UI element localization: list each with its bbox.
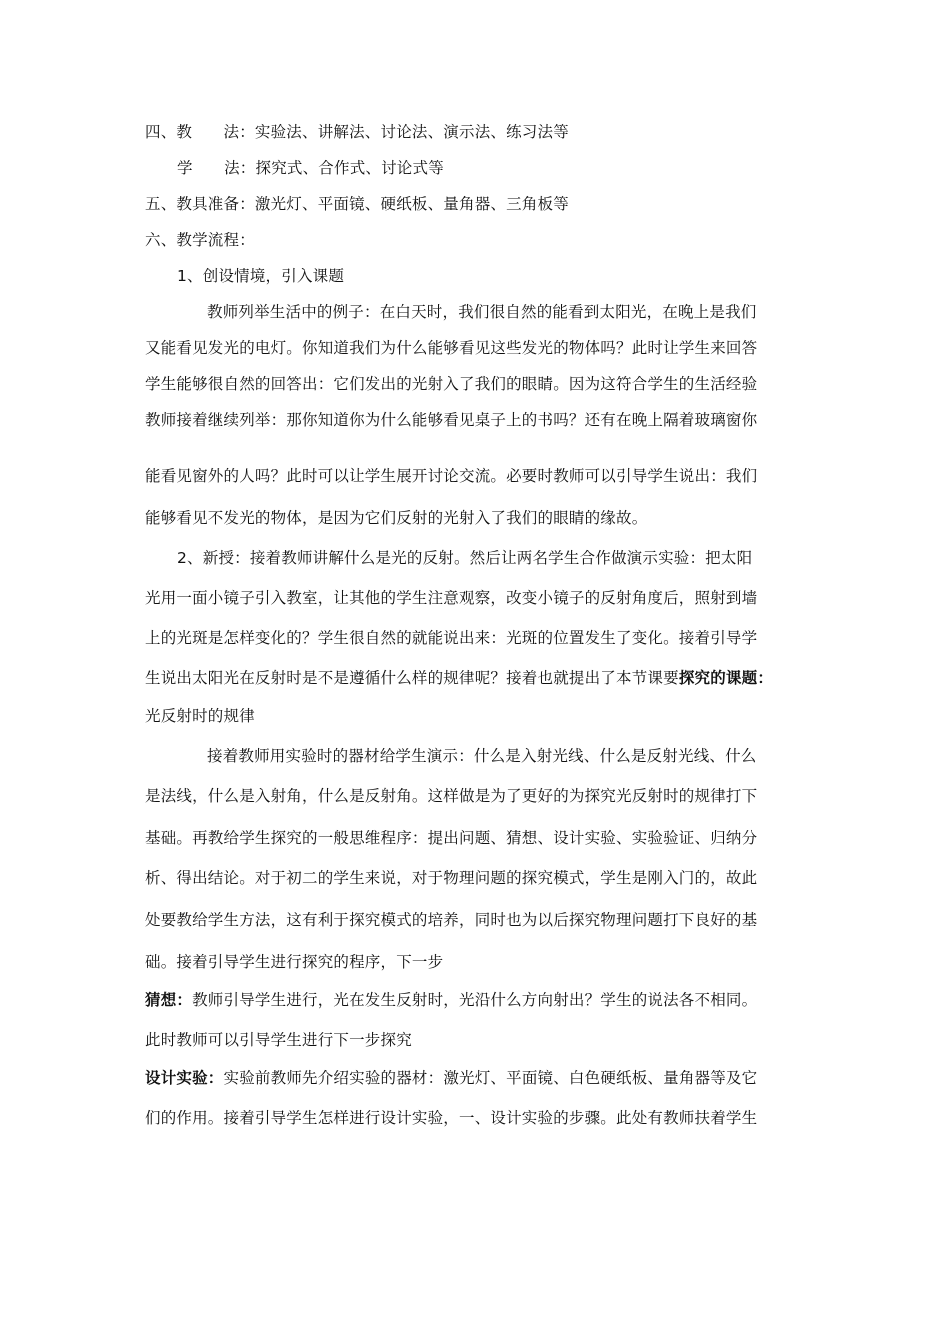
bold-run-design: 设计实验： — [145, 1069, 224, 1087]
text-line: 光反射时的规律 — [145, 707, 255, 725]
text-line: 学 法：探究式、合作式、讨论式等 — [177, 159, 444, 177]
text-line: 五、教具准备：激光灯、平面镜、硬纸板、量角器、三角板等 — [145, 195, 569, 213]
text-line: 基础。再教给学生探究的一般思维程序：提出问题、猜想、设计实验、实验验证、归纳分 — [145, 829, 758, 847]
text-line: 能看见窗外的人吗？此时可以让学生展开讨论交流。必要时教师可以引导学生说出：我们 — [145, 467, 758, 485]
text-line: 四、教 法：实验法、讲解法、讨论法、演示法、练习法等 — [145, 123, 569, 141]
text-line: 教师列举生活中的例子：在白天时，我们很自然的能看到太阳光，在晚上是我们 — [207, 303, 757, 321]
text-line: 又能看见发光的电灯。你知道我们为什么能够看见这些发光的物体吗？此时让学生来回答 — [145, 339, 758, 357]
text-line: 处要教给学生方法，这有利于探究模式的培养，同时也为以后探究物理问题打下良好的基 — [145, 911, 758, 929]
text-line — [145, 990, 810, 1010]
text-line — [145, 668, 810, 688]
text-line: 学生能够很自然的回答出：它们发出的光射入了我们的眼睛。因为这符合学生的生活经验 — [145, 375, 758, 393]
text-line: 上的光斑是怎样变化的？学生很自然的就能说出来：光斑的位置发生了变化。接着引导学 — [145, 629, 758, 647]
text-line: 1、创设情境，引入课题 — [177, 267, 345, 285]
text-line: 们的作用。接着引导学生怎样进行设计实验，一、设计实验的步骤。此处有教师扶着学生 — [145, 1109, 758, 1127]
text-line: 教师接着继续列举：那你知道你为什么能够看见桌子上的书吗？还有在晚上隔着玻璃窗你 — [145, 411, 758, 429]
text-line: 能够看见不发光的物体，是因为它们反射的光射入了我们的眼睛的缘故。 — [145, 509, 648, 527]
text-run: 教师引导学生进行，光在发生反射时，光沿什么方向射出？学生的说法各不相同。 — [192, 991, 758, 1009]
text-run: 实验前教师先介绍实验的器材：激光灯、平面镜、白色硬纸板、量角器等及它 — [223, 1069, 758, 1087]
text-line: 析、得出结论。对于初二的学生来说，对于物理问题的探究模式，学生是刚入门的，故此 — [145, 869, 758, 887]
text-line: 六、教学流程： — [145, 231, 255, 249]
text-line: 光用一面小镜子引入教室，让其他的学生注意观察，改变小镜子的反射角度后，照射到墙 — [145, 589, 758, 607]
text-line: 是法线，什么是入射角，什么是反射角。这样做是为了更好的为探究光反射时的规律打下 — [145, 787, 758, 805]
text-line: 2、新授：接着教师讲解什么是光的反射。然后让两名学生合作做演示实验：把太阳 — [177, 549, 753, 567]
text-line: 此时教师可以引导学生进行下一步探究 — [145, 1031, 412, 1049]
text-line — [145, 1068, 810, 1088]
text-line: 础。接着引导学生进行探究的程序，下一步 — [145, 953, 444, 971]
text-line: 接着教师用实验时的器材给学生演示：什么是入射光线、什么是反射光线、什么 — [207, 747, 757, 765]
bold-run-topic: 探究的课题： — [678, 669, 774, 687]
bold-run-guess: 猜想： — [145, 991, 193, 1009]
text-run: 生说出太阳光在反射时是不是遵循什么样的规律呢？接着也就提出了本节课要 — [145, 669, 679, 687]
